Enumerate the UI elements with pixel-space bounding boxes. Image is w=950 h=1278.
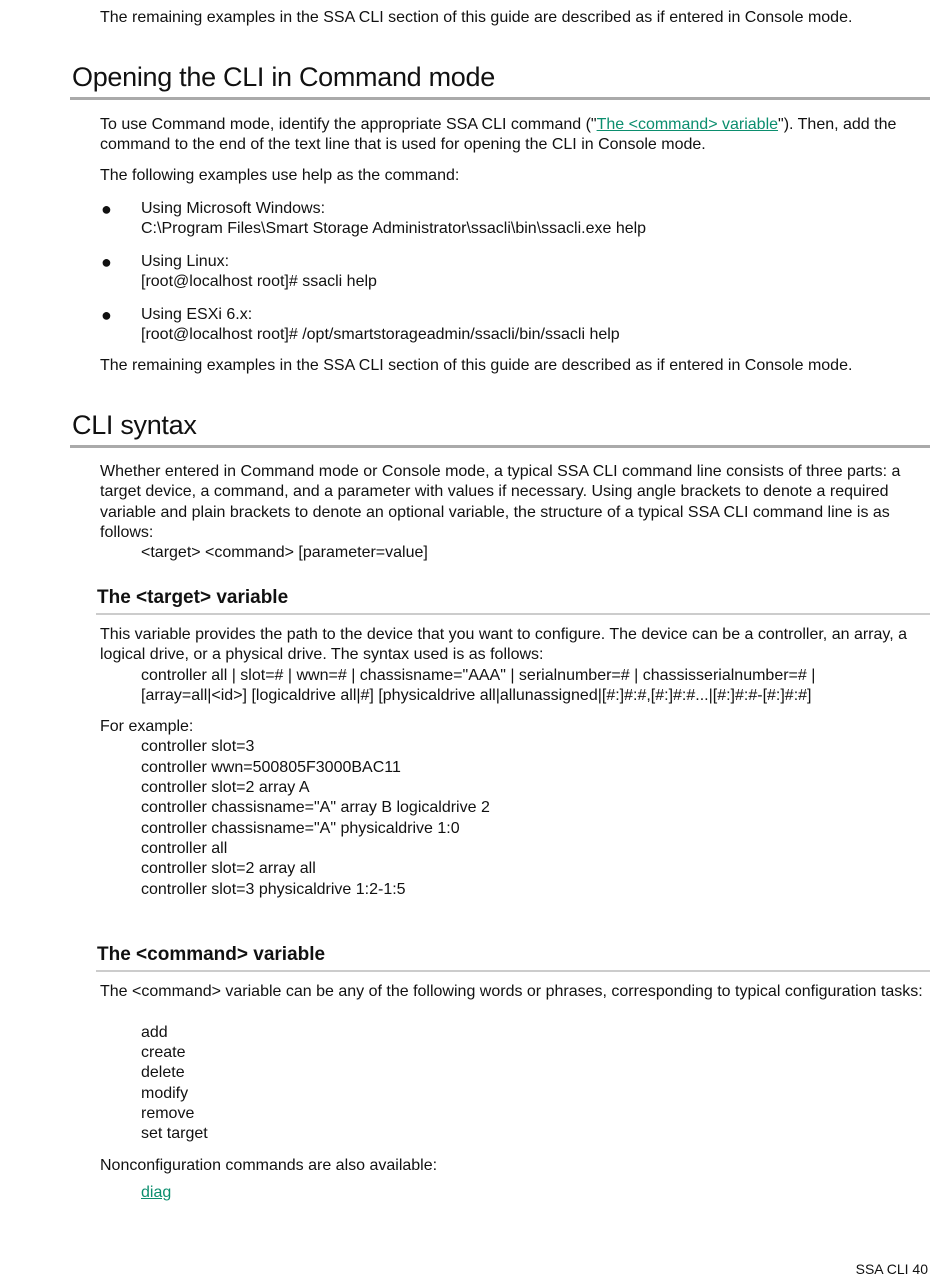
example-label: For example: [100, 718, 194, 735]
target-paragraph: This variable provides the path to the device that you want to configure. The device can be a controller, an array, a logical drive, or a physical drive. The syntax used is as follows: [100, 626, 907, 664]
bullet-title: Using Linux: [141, 253, 230, 270]
nonconfig-line: Nonconfiguration commands are also available: [100, 1157, 438, 1174]
example-line: controller chassisname="A" array B logicaldrive 2 [141, 799, 490, 816]
heading-rule [70, 445, 930, 449]
diag-link[interactable]: diag [141, 1184, 172, 1201]
bullet-command: C:\Program Files\Smart Storage Administrator\ssacli\bin\ssacli.exe help [141, 220, 647, 237]
heading-rule [70, 97, 930, 101]
command-item: delete [141, 1064, 185, 1081]
command-item: modify [141, 1085, 189, 1102]
example-line: controller chassisname="A" physicaldrive 1:0 [141, 820, 460, 837]
closing-line: The remaining examples in the SSA CLI section of this guide are described as if entered in Console mode. [100, 357, 853, 374]
command-variable-link[interactable]: The <command> variable [596, 116, 779, 133]
example-line: controller slot=2 array all [141, 860, 316, 877]
bullet-command: [root@localhost root]# /opt/smartstorageadmin/ssacli/bin/ssacli help [141, 326, 620, 343]
heading-command-variable: The <command> variable [97, 944, 326, 965]
bullet-icon: ● [101, 199, 112, 219]
examples-intro: The following examples use help as the command: [100, 167, 460, 184]
syntax-paragraph: Whether entered in Command mode or Console mode, a typical SSA CLI command line consists of three parts: a target device, a command, and a parameter with values if necessary. Using angle brackets to denote a required variable and plain brackets to denote an optional variable, the structure of a typical SSA CLI command line is as follows: [100, 463, 901, 541]
bullet-title: Using ESXi 6.x: [141, 306, 253, 323]
example-line: controller all [141, 840, 228, 857]
heading-target-variable: The <target> variable [97, 587, 289, 608]
example-line: controller slot=3 [141, 738, 255, 755]
command-paragraph: The <command> variable can be any of the following words or phrases, corresponding to typical configuration tasks: [100, 983, 923, 1000]
syntax-structure: <target> <command> [parameter=value] [141, 544, 428, 561]
heading-command-mode: Opening the CLI in Command mode [72, 62, 495, 92]
command-item: remove [141, 1105, 195, 1122]
command-mode-paragraph: To use Command mode, identify the appropriate SSA CLI command ("The <command> variable"). Then, add the command to the end of the text line that is used for opening the CLI in Console mode. [100, 116, 897, 154]
heading-cli-syntax: CLI syntax [72, 410, 197, 440]
bullet-icon: ● [101, 305, 112, 325]
command-item: create [141, 1044, 186, 1061]
intro-line: The remaining examples in the SSA CLI section of this guide are described as if entered in Console mode. [100, 9, 853, 26]
bullet-icon: ● [101, 252, 112, 272]
subheading-rule [96, 613, 930, 615]
command-item: add [141, 1024, 168, 1041]
page-footer: SSA CLI 40 [855, 1261, 928, 1277]
command-item: set target [141, 1125, 208, 1142]
example-line: controller slot=2 array A [141, 779, 310, 796]
bullet-command: [root@localhost root]# ssacli help [141, 273, 377, 290]
target-syntax-line: controller all | slot=# | wwn=# | chassisname="AAA" | serialnumber=# | chassisserialnumber=# | [141, 667, 816, 684]
target-syntax-line: [array=all|<id>] [logicaldrive all|#] [physicaldrive all|allunassigned|[#:]#:#,[#:]#:#...|[#:]#:#-[#:]#:#] [141, 687, 812, 704]
bullet-title: Using Microsoft Windows: [141, 200, 326, 217]
subheading-rule [96, 970, 930, 972]
example-line: controller wwn=500805F3000BAC11 [141, 759, 401, 776]
example-line: controller slot=3 physicaldrive 1:2-1:5 [141, 881, 406, 898]
